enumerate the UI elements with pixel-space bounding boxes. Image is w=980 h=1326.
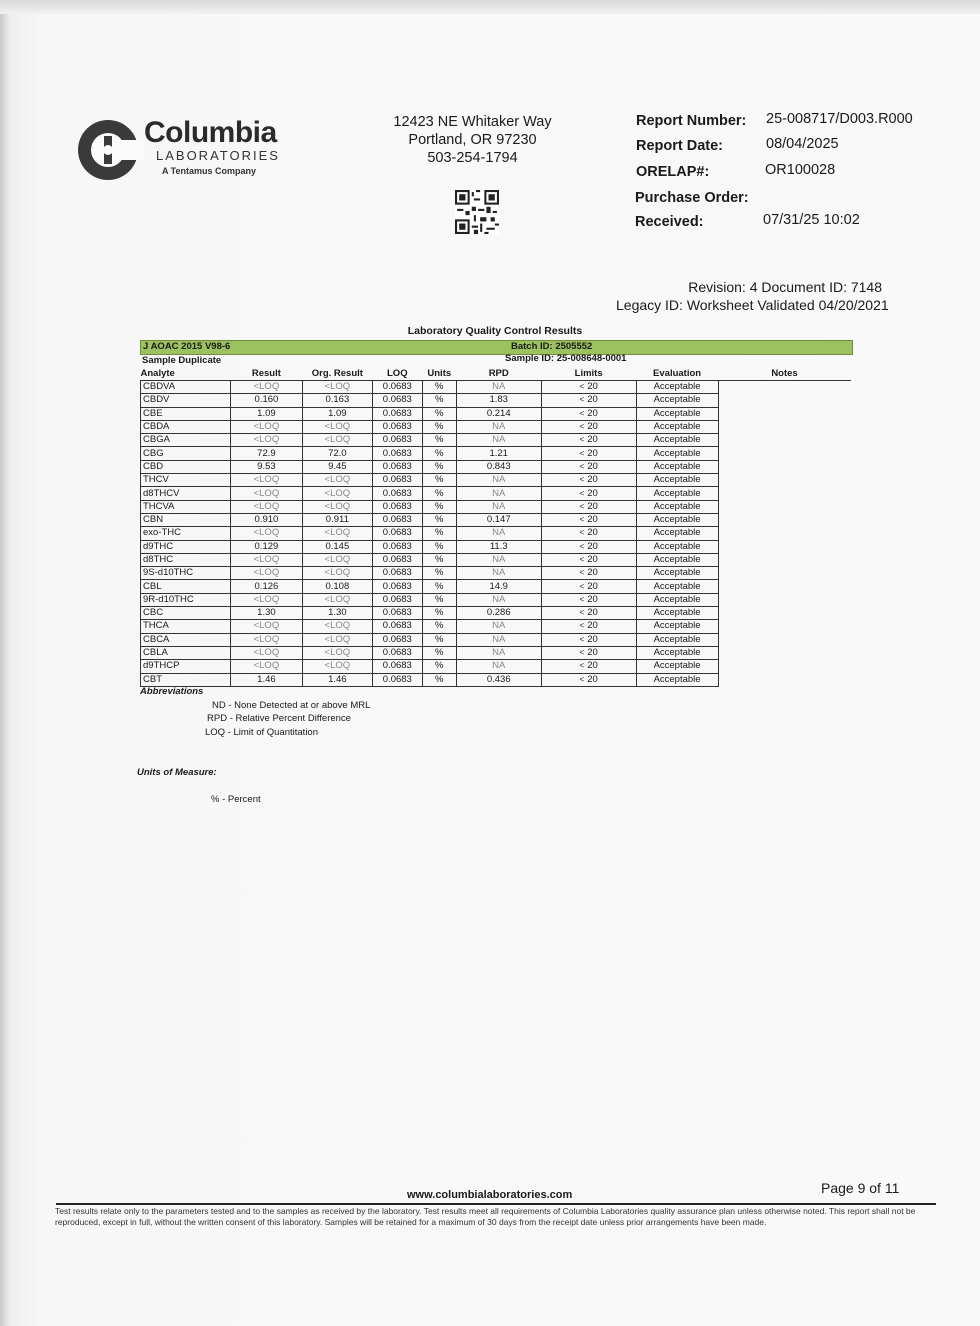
columbia-logo-icon [74,114,144,184]
report-number-label: Report Number: [636,113,747,129]
loq-cell: 0.0683 [372,660,422,673]
org-result-cell: 0.911 [302,513,372,526]
loq-cell: 0.0683 [372,580,422,593]
result-cell: <LOQ [230,620,302,633]
evaluation-cell: Acceptable [636,500,718,513]
limits-cell: < 20 [541,593,636,606]
org-result-cell: 1.30 [302,607,372,620]
notes-cell [718,620,851,633]
units-cell: % [422,620,456,633]
org-result-cell: <LOQ [302,527,372,540]
loq-cell: 0.0683 [372,407,422,420]
footer-disclaimer: Test results relate only to the parameters tested and to the samples as received by the laboratory. Test results meet all requirements of Columbia Laboratories quality assurance plan unless otherwise noted. This report shall not be reproduced, except in full, without the written consent of this laboratory. Samples will be retained for a maximum of 30 days from the receipt date unless prior arrangements have been made. [55,1206,916,1227]
units-cell: % [422,474,456,487]
units-cell: % [422,407,456,420]
orelap-value: OR100028 [765,162,836,178]
paper-top-edge [0,0,980,14]
org-result-cell: 72.0 [302,447,372,460]
analyte-cell: CBN [141,513,231,526]
loq-cell: 0.0683 [372,394,422,407]
org-result-cell: <LOQ [302,593,372,606]
result-cell: 0.129 [230,540,302,553]
table-row [141,460,852,473]
loq-cell: 0.0683 [372,633,422,646]
org-result-cell: <LOQ [302,620,372,633]
result-cell: <LOQ [230,381,302,394]
result-cell: <LOQ [230,434,302,447]
notes-cell [718,673,851,686]
result-cell: 0.910 [230,513,302,526]
result-cell: <LOQ [230,487,302,500]
units-cell: % [422,460,456,473]
logo-tagline: A Tentamus Company [162,166,257,176]
analyte-cell: CBGA [141,434,231,447]
abbr-loq: LOQ - Limit of Quantitation [205,727,318,738]
evaluation-cell: Acceptable [636,420,718,433]
notes-cell [718,607,851,620]
loq-cell: 0.0683 [372,593,422,606]
limits-cell: < 20 [541,407,636,420]
limits-cell: < 20 [541,540,636,553]
notes-cell [718,474,851,487]
units-cell: % [422,500,456,513]
result-cell: <LOQ [230,500,302,513]
rpd-cell: NA [456,474,541,487]
result-cell: <LOQ [230,646,302,659]
rpd-cell: NA [456,500,541,513]
rpd-cell: NA [456,646,541,659]
method-bar [140,340,853,355]
table-row [141,673,852,686]
col-evaluation: Evaluation [636,367,718,381]
notes-cell [718,567,851,580]
table-row [141,553,852,566]
table-row [141,607,852,620]
evaluation-cell: Acceptable [636,407,718,420]
evaluation-cell: Acceptable [636,434,718,447]
evaluation-cell: Acceptable [636,474,718,487]
table-header-row [141,367,852,381]
org-result-cell: 1.09 [302,407,372,420]
org-result-cell: <LOQ [302,474,372,487]
units-cell: % [422,381,456,394]
limits-cell: < 20 [541,660,636,673]
analyte-cell: CBD [141,460,231,473]
loq-cell: 0.0683 [372,607,422,620]
address-street: 12423 NE Whitaker Way [393,114,552,130]
limits-cell: < 20 [541,580,636,593]
table-row [141,487,852,500]
rpd-cell: NA [456,633,541,646]
rpd-cell: NA [456,527,541,540]
loq-cell: 0.0683 [372,420,422,433]
address-city: Portland, OR 97230 [408,132,537,148]
rpd-cell: 14.9 [456,580,541,593]
org-result-cell: <LOQ [302,660,372,673]
evaluation-cell: Acceptable [636,447,718,460]
website: www.columbialaboratories.com [407,1189,573,1201]
table-row [141,660,852,673]
limits-cell: < 20 [541,500,636,513]
notes-cell [718,407,851,420]
analyte-cell: CBT [141,673,231,686]
table-row [141,434,852,447]
col-org-result: Org. Result [302,367,372,381]
units-cell: % [422,567,456,580]
notes-cell [718,646,851,659]
result-cell: <LOQ [230,474,302,487]
analyte-cell: CBC [141,607,231,620]
rpd-cell: NA [456,420,541,433]
notes-cell [718,460,851,473]
loq-cell: 0.0683 [372,527,422,540]
loq-cell: 0.0683 [372,513,422,526]
units-cell: % [422,540,456,553]
abbreviations-title: Abbreviations [140,686,204,697]
result-cell: <LOQ [230,567,302,580]
sample-duplicate-label: Sample Duplicate [142,355,222,366]
notes-cell [718,553,851,566]
rpd-cell: 1.83 [456,394,541,407]
table-row [141,527,852,540]
evaluation-cell: Acceptable [636,567,718,580]
result-cell: <LOQ [230,527,302,540]
analyte-cell: d8THCV [141,487,231,500]
table-row [141,580,852,593]
org-result-cell: <LOQ [302,434,372,447]
table-row [141,593,852,606]
org-result-cell: <LOQ [302,646,372,659]
evaluation-cell: Acceptable [636,540,718,553]
revision-info: Revision: 4 Document ID: 7148 [688,279,882,295]
units-cell: % [422,527,456,540]
analyte-cell: CBE [141,407,231,420]
limits-cell: < 20 [541,633,636,646]
notes-cell [718,381,851,394]
org-result-cell: <LOQ [302,633,372,646]
qc-section-title: Laboratory Quality Control Results [407,325,583,337]
table-row [141,500,852,513]
loq-cell: 0.0683 [372,487,422,500]
org-result-cell: 0.108 [302,580,372,593]
received-label: Received: [635,214,704,230]
limits-cell: < 20 [541,513,636,526]
analyte-cell: d8THC [141,553,231,566]
analyte-cell: CBLA [141,646,231,659]
table-row [141,540,852,553]
result-cell: <LOQ [230,553,302,566]
orelap-label: ORELAP#: [636,164,710,180]
org-result-cell: 0.163 [302,394,372,407]
rpd-cell: 0.436 [456,673,541,686]
loq-cell: 0.0683 [372,567,422,580]
analyte-cell: THCVA [141,500,231,513]
result-cell: <LOQ [230,660,302,673]
table-row [141,474,852,487]
table-row [141,381,852,394]
rpd-cell: 0.843 [456,460,541,473]
units-cell: % [422,607,456,620]
result-cell: 1.09 [230,407,302,420]
purchase-order-label: Purchase Order: [635,190,749,206]
result-cell: <LOQ [230,593,302,606]
col-rpd: RPD [456,367,541,381]
analyte-cell: d9THC [141,540,231,553]
units-cell: % [422,580,456,593]
org-result-cell: <LOQ [302,487,372,500]
evaluation-cell: Acceptable [636,593,718,606]
units-cell: % [422,487,456,500]
evaluation-cell: Acceptable [636,553,718,566]
table-row [141,513,852,526]
evaluation-cell: Acceptable [636,607,718,620]
lab-address [380,113,565,167]
loq-cell: 0.0683 [372,500,422,513]
limits-cell: < 20 [541,447,636,460]
logo-name: Columbia [144,116,277,149]
rpd-cell: NA [456,553,541,566]
evaluation-cell: Acceptable [636,381,718,394]
limits-cell: < 20 [541,487,636,500]
loq-cell: 0.0683 [372,646,422,659]
limits-cell: < 20 [541,607,636,620]
loq-cell: 0.0683 [372,553,422,566]
org-result-cell: 0.145 [302,540,372,553]
evaluation-cell: Acceptable [636,487,718,500]
loq-cell: 0.0683 [372,620,422,633]
result-cell: <LOQ [230,420,302,433]
col-result: Result [230,367,302,381]
method-name: J AOAC 2015 V98-6 [143,341,231,352]
org-result-cell: <LOQ [302,553,372,566]
notes-cell [718,513,851,526]
limits-cell: < 20 [541,553,636,566]
page-number: Page 9 of 11 [821,1180,900,1196]
limits-cell: < 20 [541,381,636,394]
org-result-cell: <LOQ [302,567,372,580]
col-limits: Limits [541,367,636,381]
units-cell: % [422,447,456,460]
notes-cell [718,394,851,407]
loq-cell: 0.0683 [372,474,422,487]
result-cell: 72.9 [230,447,302,460]
notes-cell [718,487,851,500]
limits-cell: < 20 [541,673,636,686]
col-units: Units [422,367,456,381]
table-row [141,407,852,420]
report-date-value: 08/04/2025 [766,136,839,152]
evaluation-cell: Acceptable [636,513,718,526]
evaluation-cell: Acceptable [636,460,718,473]
evaluation-cell: Acceptable [636,633,718,646]
notes-cell [718,420,851,433]
loq-cell: 0.0683 [372,381,422,394]
limits-cell: < 20 [541,394,636,407]
col-analyte: Analyte [141,367,231,381]
loq-cell: 0.0683 [372,673,422,686]
notes-cell [718,660,851,673]
evaluation-cell: Acceptable [636,646,718,659]
logo-subtitle: LABORATORIES [156,148,280,163]
units-cell: % [422,513,456,526]
rpd-cell: NA [456,381,541,394]
limits-cell: < 20 [541,620,636,633]
report-number-value: 25-008717/D003.R000 [766,111,913,127]
rpd-cell: 1.21 [456,447,541,460]
rpd-cell: NA [456,567,541,580]
sample-id: Sample ID: 25-008648-0001 [505,353,627,364]
table-row [141,633,852,646]
org-result-cell: 1.46 [302,673,372,686]
org-result-cell: 9.45 [302,460,372,473]
notes-cell [718,434,851,447]
qr-code-icon [455,190,499,234]
table-row [141,646,852,659]
units-cell: % [422,420,456,433]
units-percent: % - Percent [211,794,261,805]
limits-cell: < 20 [541,434,636,447]
notes-cell [718,633,851,646]
result-cell: 1.30 [230,607,302,620]
loq-cell: 0.0683 [372,460,422,473]
rpd-cell: NA [456,487,541,500]
analyte-cell: CBG [141,447,231,460]
limits-cell: < 20 [541,420,636,433]
abbr-nd: ND - None Detected at or above MRL [212,700,371,711]
table-row [141,394,852,407]
evaluation-cell: Acceptable [636,394,718,407]
units-cell: % [422,660,456,673]
evaluation-cell: Acceptable [636,527,718,540]
rpd-cell: 0.147 [456,513,541,526]
evaluation-cell: Acceptable [636,660,718,673]
columbia-logo [74,114,289,189]
received-value: 07/31/25 10:02 [763,212,860,228]
qc-results-table [140,367,851,687]
table-row [141,420,852,433]
legacy-id: Legacy ID: Worksheet Validated 04/20/2021 [616,297,889,313]
loq-cell: 0.0683 [372,540,422,553]
report-date-label: Report Date: [636,138,724,154]
analyte-cell: CBDV [141,394,231,407]
qc-table-body [141,381,852,687]
limits-cell: < 20 [541,460,636,473]
analyte-cell: CBDVA [141,381,231,394]
footer-rule [56,1203,936,1205]
table-row [141,620,852,633]
notes-cell [718,527,851,540]
col-loq: LOQ [372,367,422,381]
org-result-cell: <LOQ [302,381,372,394]
result-cell: 0.160 [230,394,302,407]
address-phone: 503-254-1794 [427,150,518,166]
analyte-cell: exo-THC [141,527,231,540]
col-notes: Notes [718,367,851,381]
evaluation-cell: Acceptable [636,620,718,633]
org-result-cell: <LOQ [302,500,372,513]
result-cell: 0.126 [230,580,302,593]
rpd-cell: 11.3 [456,540,541,553]
result-cell: 1.46 [230,673,302,686]
result-cell: <LOQ [230,633,302,646]
limits-cell: < 20 [541,474,636,487]
analyte-cell: THCV [141,474,231,487]
units-cell: % [422,553,456,566]
notes-cell [718,593,851,606]
units-cell: % [422,394,456,407]
rpd-cell: 0.214 [456,407,541,420]
result-cell: 9.53 [230,460,302,473]
analyte-cell: 9R-d10THC [141,593,231,606]
limits-cell: < 20 [541,527,636,540]
rpd-cell: NA [456,434,541,447]
rpd-cell: NA [456,660,541,673]
units-title: Units of Measure: [137,767,217,778]
evaluation-cell: Acceptable [636,580,718,593]
units-cell: % [422,633,456,646]
units-cell: % [422,646,456,659]
evaluation-cell: Acceptable [636,673,718,686]
table-row [141,447,852,460]
units-cell: % [422,593,456,606]
units-cell: % [422,434,456,447]
limits-cell: < 20 [541,646,636,659]
notes-cell [718,540,851,553]
loq-cell: 0.0683 [372,434,422,447]
batch-id: Batch ID: 2505552 [511,341,593,352]
analyte-cell: 9S-d10THC [141,567,231,580]
table-row [141,567,852,580]
loq-cell: 0.0683 [372,447,422,460]
analyte-cell: d9THCP [141,660,231,673]
analyte-cell: CBCA [141,633,231,646]
rpd-cell: 0.286 [456,607,541,620]
analyte-cell: CBDA [141,420,231,433]
abbr-rpd: RPD - Relative Percent Difference [207,713,351,724]
rpd-cell: NA [456,620,541,633]
notes-cell [718,500,851,513]
notes-cell [718,447,851,460]
analyte-cell: THCA [141,620,231,633]
notes-cell [718,580,851,593]
org-result-cell: <LOQ [302,420,372,433]
rpd-cell: NA [456,593,541,606]
units-cell: % [422,673,456,686]
analyte-cell: CBL [141,580,231,593]
limits-cell: < 20 [541,567,636,580]
